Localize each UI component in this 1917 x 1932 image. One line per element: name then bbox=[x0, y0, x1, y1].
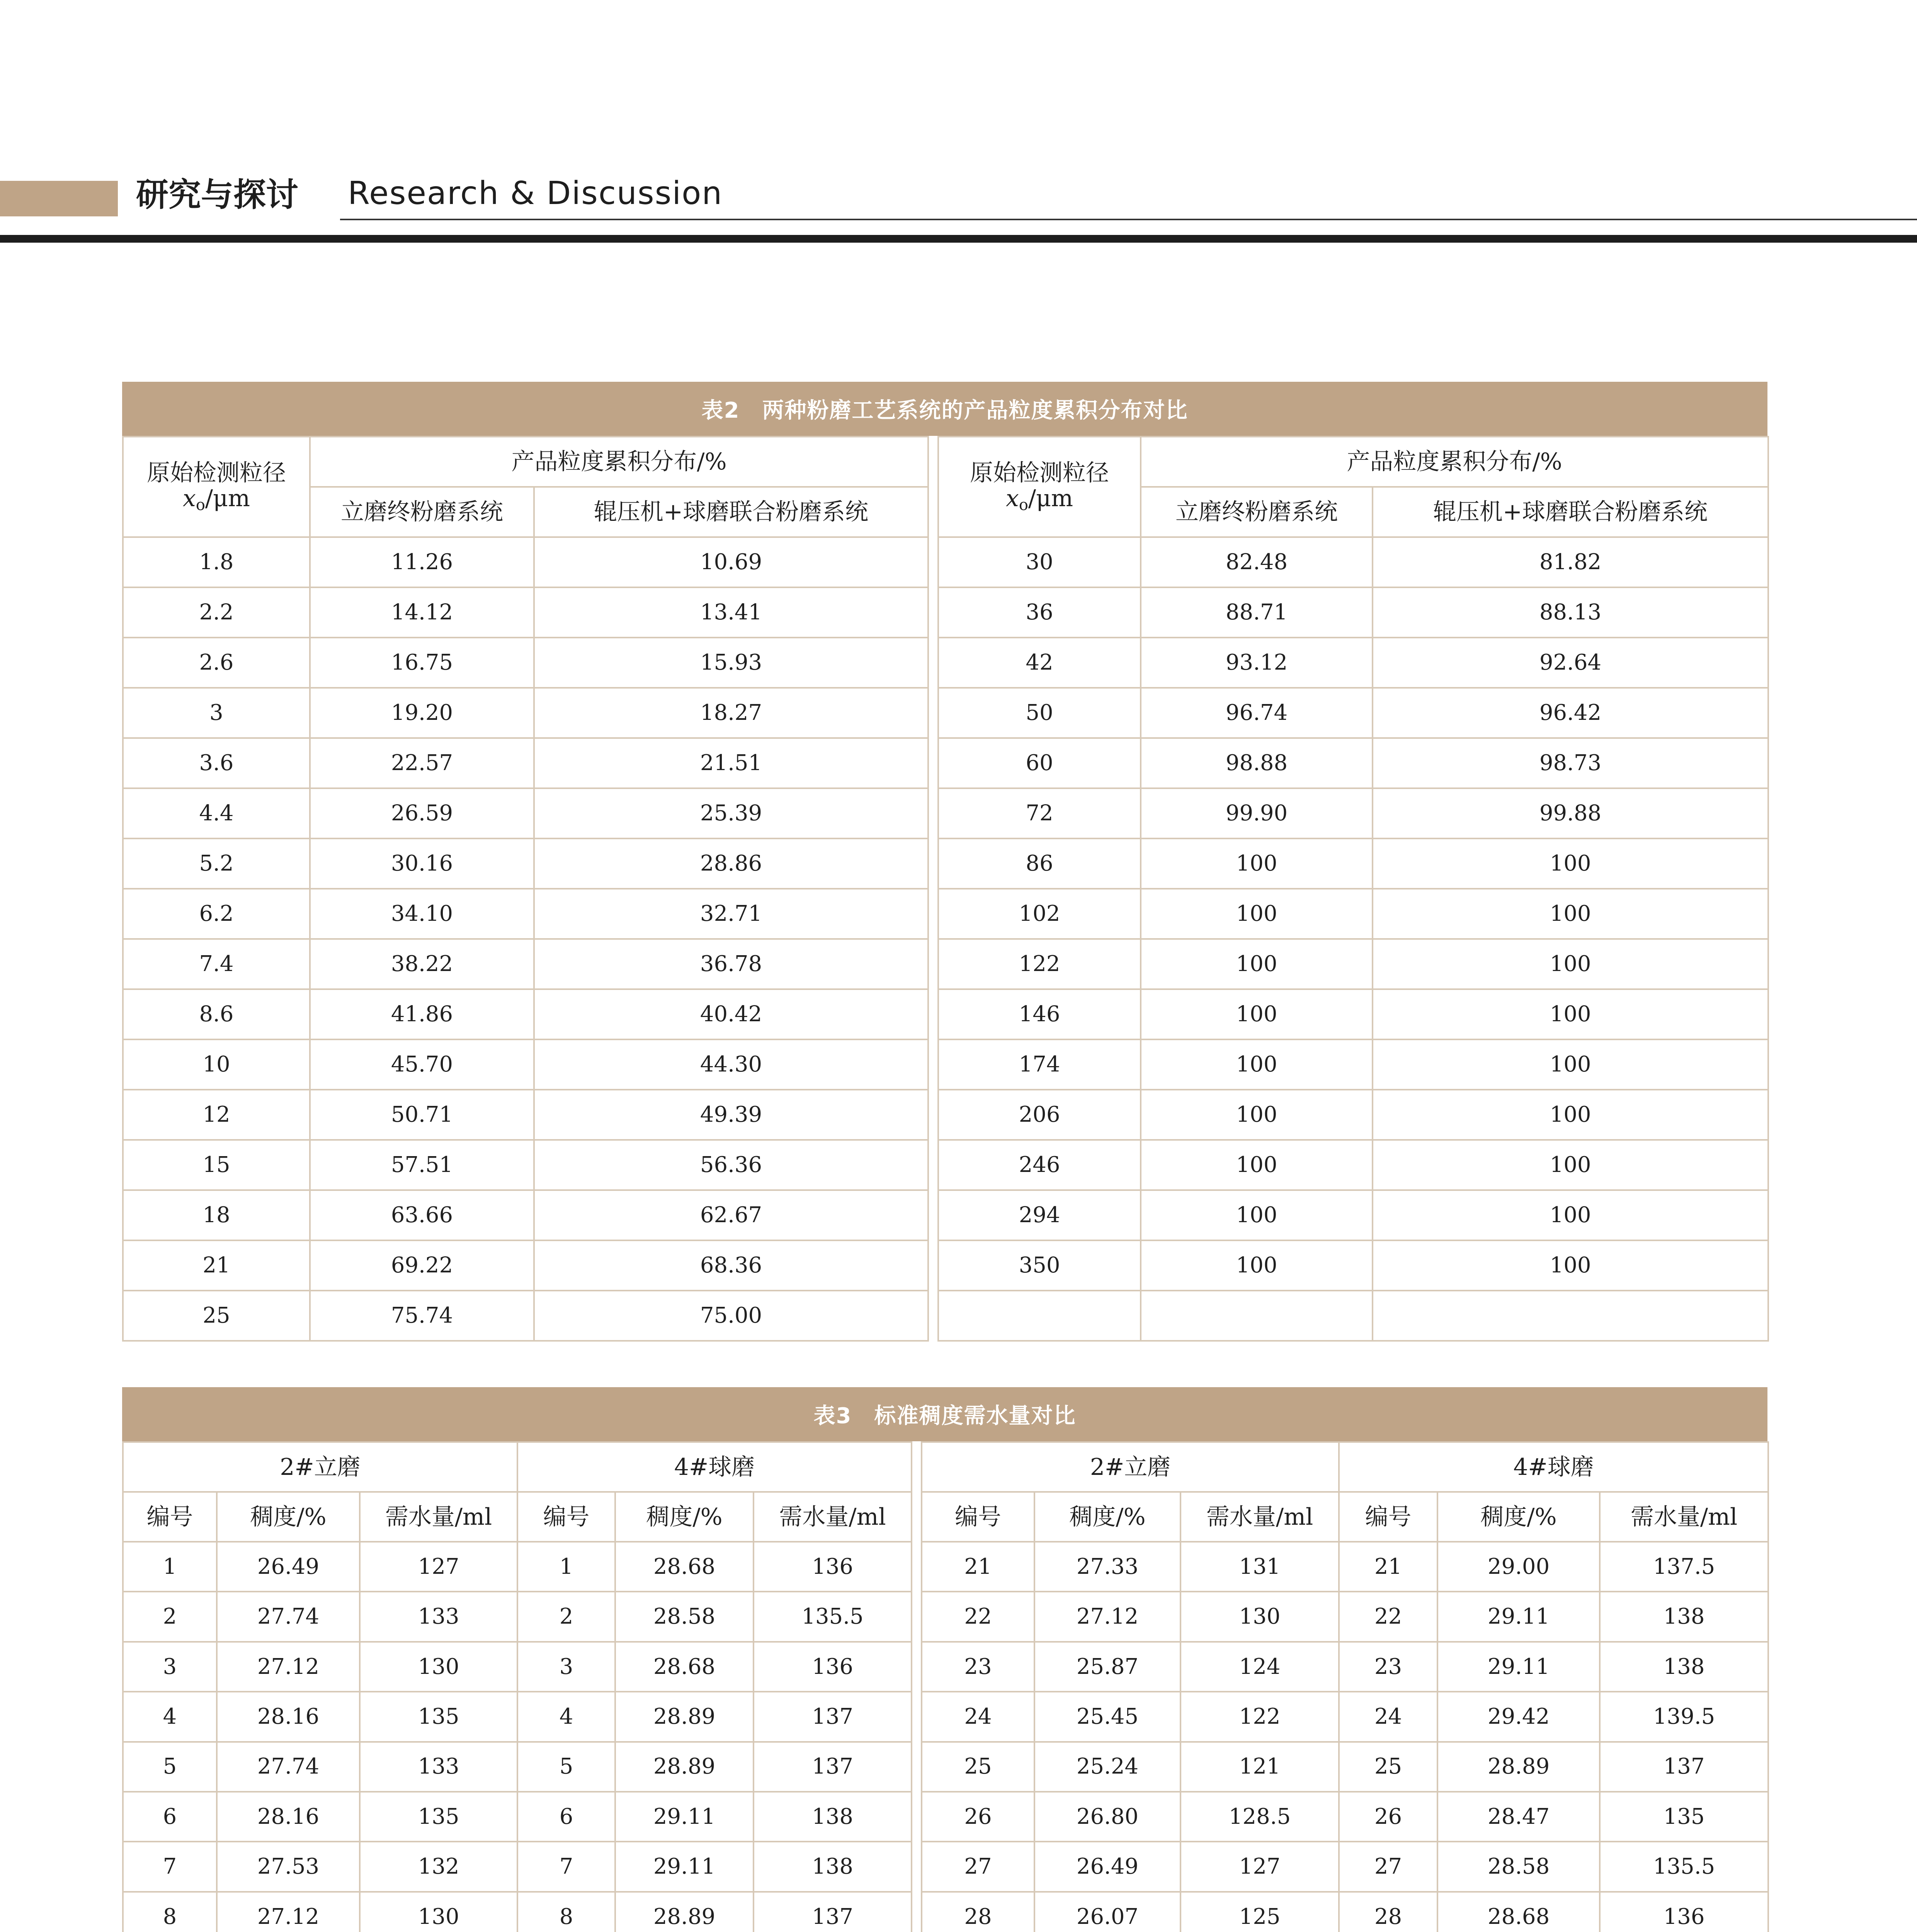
table-cell: 25.39 bbox=[534, 788, 928, 838]
table-cell: 11.26 bbox=[310, 537, 534, 587]
table-cell: 36.78 bbox=[534, 939, 928, 989]
section-title-en: Research & Discussion bbox=[348, 175, 723, 212]
table-cell: 29.42 bbox=[1437, 1692, 1600, 1742]
table3-group-ball-left: 4#球磨 bbox=[517, 1442, 912, 1492]
table-cell: 100 bbox=[1373, 838, 1768, 889]
table-cell: 63.66 bbox=[310, 1190, 534, 1240]
table3-separator bbox=[912, 1692, 922, 1742]
table2-header-combo-right: 辊压机+球磨联合粉磨系统 bbox=[1373, 487, 1768, 537]
table-row bbox=[123, 1542, 1768, 1592]
table-cell: 18 bbox=[123, 1190, 310, 1240]
table3-group-ball-right: 4#球磨 bbox=[1339, 1442, 1768, 1492]
table-cell: 2.6 bbox=[123, 638, 310, 688]
table-cell: 92.64 bbox=[1373, 638, 1768, 688]
table-cell: 100 bbox=[1373, 1090, 1768, 1140]
table-cell: 26.59 bbox=[310, 788, 534, 838]
table-cell: 27.12 bbox=[1034, 1592, 1180, 1641]
table-cell: 25 bbox=[123, 1291, 310, 1341]
table-cell: 56.36 bbox=[534, 1140, 928, 1190]
table-cell: 99.90 bbox=[1141, 788, 1373, 838]
table-cell: 130 bbox=[1180, 1592, 1339, 1641]
table-cell: 81.82 bbox=[1373, 537, 1768, 587]
table-cell: 3 bbox=[517, 1642, 615, 1692]
table-cell: 2 bbox=[123, 1592, 217, 1641]
table-cell: 3 bbox=[123, 1642, 217, 1692]
table-cell: 29.11 bbox=[615, 1842, 754, 1891]
table-cell: 1.8 bbox=[123, 537, 310, 587]
table-cell: 30 bbox=[938, 537, 1141, 587]
table-cell: 27 bbox=[1339, 1842, 1437, 1891]
table-cell: 86 bbox=[938, 838, 1141, 889]
table-cell: 42 bbox=[938, 638, 1141, 688]
table-cell: 100 bbox=[1373, 1039, 1768, 1090]
table-row bbox=[123, 1642, 1768, 1692]
table-cell: 1 bbox=[517, 1542, 615, 1592]
table-cell: 5.2 bbox=[123, 838, 310, 889]
table-row bbox=[123, 1742, 1768, 1792]
table-cell: 137 bbox=[754, 1692, 912, 1742]
table-cell: 27.53 bbox=[217, 1842, 360, 1891]
table-cell: 100 bbox=[1373, 1140, 1768, 1190]
table-cell: 4 bbox=[123, 1692, 217, 1742]
table-cell: 7 bbox=[123, 1842, 217, 1891]
table-cell: 96.42 bbox=[1373, 688, 1768, 738]
table-cell: 22.57 bbox=[310, 738, 534, 788]
table-cell: 127 bbox=[1180, 1842, 1339, 1891]
table-cell: 125 bbox=[1180, 1892, 1339, 1932]
table2-separator bbox=[928, 788, 938, 838]
table-cell: 45.70 bbox=[310, 1039, 534, 1090]
table-cell: 139.5 bbox=[1600, 1692, 1768, 1742]
table2-header-vrm-right: 立磨终粉磨系统 bbox=[1141, 487, 1373, 537]
table3-separator bbox=[912, 1592, 922, 1641]
table-cell: 8 bbox=[517, 1892, 615, 1932]
table-cell: 21 bbox=[123, 1240, 310, 1291]
table-cell: 28.47 bbox=[1437, 1792, 1600, 1842]
table-cell: 72 bbox=[938, 788, 1141, 838]
table-cell: 100 bbox=[1141, 939, 1373, 989]
table-cell: 100 bbox=[1141, 1190, 1373, 1240]
table2-caption: 表2 两种粉磨工艺系统的产品粒度累积分布对比 bbox=[122, 382, 1767, 436]
table-cell: 28.68 bbox=[615, 1642, 754, 1692]
table-row bbox=[123, 688, 1768, 738]
table-cell: 138 bbox=[754, 1842, 912, 1891]
table-cell: 136 bbox=[754, 1642, 912, 1692]
table3-header-no: 编号 bbox=[123, 1492, 217, 1542]
table2-separator bbox=[928, 1090, 938, 1140]
table3 bbox=[122, 1387, 1767, 1932]
table-cell: 25 bbox=[1339, 1742, 1437, 1792]
table2-separator bbox=[928, 1291, 938, 1341]
table-row bbox=[123, 638, 1768, 688]
table3-header-consistency: 稠度/% bbox=[1437, 1492, 1600, 1542]
table3-header-consistency: 稠度/% bbox=[615, 1492, 754, 1542]
table-cell: 3.6 bbox=[123, 738, 310, 788]
table3-grid bbox=[122, 1441, 1769, 1932]
table2-separator bbox=[928, 1190, 938, 1240]
table3-separator bbox=[912, 1542, 922, 1592]
table-cell: 49.39 bbox=[534, 1090, 928, 1140]
table2-separator bbox=[928, 889, 938, 939]
table-cell: 137 bbox=[1600, 1742, 1768, 1792]
table2-separator bbox=[928, 838, 938, 889]
table-row bbox=[123, 1892, 1768, 1932]
table-row bbox=[123, 1291, 1768, 1341]
table-cell: 44.30 bbox=[534, 1039, 928, 1090]
table-cell: 350 bbox=[938, 1240, 1141, 1291]
table-cell: 100 bbox=[1141, 1039, 1373, 1090]
table-cell: 13.41 bbox=[534, 587, 928, 638]
table-cell: 8 bbox=[123, 1892, 217, 1932]
table2-separator bbox=[928, 537, 938, 587]
table-cell: 136 bbox=[754, 1542, 912, 1592]
table-cell: 34.10 bbox=[310, 889, 534, 939]
table-cell: 100 bbox=[1373, 1240, 1768, 1291]
table-row bbox=[123, 989, 1768, 1039]
table-cell: 6 bbox=[517, 1792, 615, 1842]
table-cell: 100 bbox=[1373, 889, 1768, 939]
table-row bbox=[123, 738, 1768, 788]
table-cell: 4.4 bbox=[123, 788, 310, 838]
table-cell: 12 bbox=[123, 1090, 310, 1140]
table-cell: 22 bbox=[922, 1592, 1034, 1641]
table-cell: 88.13 bbox=[1373, 587, 1768, 638]
table-cell: 21 bbox=[1339, 1542, 1437, 1592]
table-cell: 128.5 bbox=[1180, 1792, 1339, 1842]
table2 bbox=[122, 382, 1767, 1342]
table-cell: 62.67 bbox=[534, 1190, 928, 1240]
table-cell: 138 bbox=[1600, 1592, 1768, 1641]
table-cell: 174 bbox=[938, 1039, 1141, 1090]
table-cell: 32.71 bbox=[534, 889, 928, 939]
table-cell: 206 bbox=[938, 1090, 1141, 1140]
table3-header-water: 需水量/ml bbox=[1600, 1492, 1768, 1542]
table3-header-consistency: 稠度/% bbox=[1034, 1492, 1180, 1542]
table3-caption: 表3 标准稠度需水量对比 bbox=[122, 1387, 1767, 1441]
table-cell: 75.74 bbox=[310, 1291, 534, 1341]
table-cell: 100 bbox=[1141, 1140, 1373, 1190]
table3-separator bbox=[912, 1892, 922, 1932]
table-cell: 68.36 bbox=[534, 1240, 928, 1291]
table-row bbox=[123, 1240, 1768, 1291]
table-cell: 131 bbox=[1180, 1542, 1339, 1592]
table-cell: 137.5 bbox=[1600, 1542, 1768, 1592]
table-row bbox=[123, 537, 1768, 587]
table-cell: 88.71 bbox=[1141, 587, 1373, 638]
table-cell: 137 bbox=[754, 1892, 912, 1932]
table-cell: 4 bbox=[517, 1692, 615, 1742]
table3-header-water: 需水量/ml bbox=[1180, 1492, 1339, 1542]
table-row bbox=[123, 788, 1768, 838]
table-cell: 28.89 bbox=[1437, 1742, 1600, 1792]
table-cell: 29.11 bbox=[615, 1792, 754, 1842]
table-cell: 130 bbox=[360, 1892, 517, 1932]
table-cell: 93.12 bbox=[1141, 638, 1373, 688]
table-cell: 26.80 bbox=[1034, 1792, 1180, 1842]
table2-separator bbox=[928, 587, 938, 638]
table-cell: 100 bbox=[1141, 838, 1373, 889]
table3-group-vrm-left: 2#立磨 bbox=[123, 1442, 517, 1492]
table-cell: 23 bbox=[1339, 1642, 1437, 1692]
section-title-cn: 研究与探讨 bbox=[136, 176, 299, 214]
table-cell: 26.49 bbox=[217, 1542, 360, 1592]
table-row bbox=[123, 1039, 1768, 1090]
table3-header-consistency: 稠度/% bbox=[217, 1492, 360, 1542]
table2-separator bbox=[928, 688, 938, 738]
table3-separator bbox=[912, 1642, 922, 1692]
table2-separator bbox=[928, 1240, 938, 1291]
table-cell: 41.86 bbox=[310, 989, 534, 1039]
table-cell: 137 bbox=[754, 1742, 912, 1792]
table-row bbox=[123, 1190, 1768, 1240]
table-cell: 28.58 bbox=[1437, 1842, 1600, 1891]
header-color-block bbox=[0, 181, 118, 216]
table-row bbox=[123, 587, 1768, 638]
table-cell: 25.24 bbox=[1034, 1742, 1180, 1792]
table-cell: 15 bbox=[123, 1140, 310, 1190]
table-cell: 5 bbox=[517, 1742, 615, 1792]
table-cell: 132 bbox=[360, 1842, 517, 1891]
table-cell: 136 bbox=[1600, 1892, 1768, 1932]
table-cell: 50.71 bbox=[310, 1090, 534, 1140]
table-cell: 40.42 bbox=[534, 989, 928, 1039]
table-cell: 96.74 bbox=[1141, 688, 1373, 738]
table-cell: 127 bbox=[360, 1542, 517, 1592]
table3-separator bbox=[912, 1792, 922, 1842]
table3-separator bbox=[912, 1742, 922, 1792]
table3-group-vrm-right: 2#立磨 bbox=[922, 1442, 1339, 1492]
table2-separator bbox=[928, 1140, 938, 1190]
table-cell: 100 bbox=[1141, 1090, 1373, 1140]
table-cell: 15.93 bbox=[534, 638, 928, 688]
table-cell: 29.11 bbox=[1437, 1642, 1600, 1692]
table-cell: 28.89 bbox=[615, 1692, 754, 1742]
table-cell: 102 bbox=[938, 889, 1141, 939]
table-cell: 5 bbox=[123, 1742, 217, 1792]
table-cell: 2 bbox=[517, 1592, 615, 1641]
table-cell: 138 bbox=[754, 1792, 912, 1842]
table-row bbox=[123, 1090, 1768, 1140]
table-cell: 75.00 bbox=[534, 1291, 928, 1341]
table-cell: 138 bbox=[1600, 1642, 1768, 1692]
table-cell: 135 bbox=[1600, 1792, 1768, 1842]
table-cell: 135 bbox=[360, 1692, 517, 1742]
table-cell: 7 bbox=[517, 1842, 615, 1891]
table-cell: 25.87 bbox=[1034, 1642, 1180, 1692]
table-cell: 57.51 bbox=[310, 1140, 534, 1190]
table-cell: 6.2 bbox=[123, 889, 310, 939]
table-cell: 19.20 bbox=[310, 688, 534, 738]
table2-separator bbox=[928, 939, 938, 989]
table-row bbox=[123, 939, 1768, 989]
table-cell: 100 bbox=[1373, 939, 1768, 989]
table-cell: 27.12 bbox=[217, 1892, 360, 1932]
table-cell: 133 bbox=[360, 1742, 517, 1792]
table-cell: 294 bbox=[938, 1190, 1141, 1240]
table-cell: 25 bbox=[922, 1742, 1034, 1792]
table3-header-water: 需水量/ml bbox=[360, 1492, 517, 1542]
table-cell: 27.33 bbox=[1034, 1542, 1180, 1592]
table-cell: 28 bbox=[1339, 1892, 1437, 1932]
table-row bbox=[123, 1692, 1768, 1742]
table-cell: 36 bbox=[938, 587, 1141, 638]
table-row bbox=[123, 889, 1768, 939]
table-cell: 10.69 bbox=[534, 537, 928, 587]
table-cell: 26.07 bbox=[1034, 1892, 1180, 1932]
table-cell: 130 bbox=[360, 1642, 517, 1692]
table-cell: 22 bbox=[1339, 1592, 1437, 1641]
table3-header-no: 编号 bbox=[922, 1492, 1034, 1542]
table3-header-no: 编号 bbox=[517, 1492, 615, 1542]
table-cell: 30.16 bbox=[310, 838, 534, 889]
table3-separator bbox=[912, 1442, 922, 1542]
header-rule-thin bbox=[340, 219, 1917, 220]
table2-header-size-right: 原始检测粒径 $x_o/\mu m$ bbox=[938, 437, 1141, 537]
table-cell: 24 bbox=[1339, 1692, 1437, 1742]
table2-separator bbox=[928, 1039, 938, 1090]
table2-header-vrm-left: 立磨终粉磨系统 bbox=[310, 487, 534, 537]
table-cell: 29.11 bbox=[1437, 1592, 1600, 1641]
table-row bbox=[123, 838, 1768, 889]
table-cell: 122 bbox=[938, 939, 1141, 989]
table-cell: 2.2 bbox=[123, 587, 310, 638]
table2-separator bbox=[928, 437, 938, 537]
table-cell: 60 bbox=[938, 738, 1141, 788]
table-cell: 6 bbox=[123, 1792, 217, 1842]
table-cell: 21 bbox=[922, 1542, 1034, 1592]
table-cell: 21.51 bbox=[534, 738, 928, 788]
table2-header-size-left: 原始检测粒径 $x_o/\mu m$ bbox=[123, 437, 310, 537]
table-cell: 24 bbox=[922, 1692, 1034, 1742]
table-cell: 100 bbox=[1141, 889, 1373, 939]
table-cell: 28 bbox=[922, 1892, 1034, 1932]
table-cell: 8.6 bbox=[123, 989, 310, 1039]
table-row bbox=[123, 1792, 1768, 1842]
table-cell: 100 bbox=[1141, 989, 1373, 1039]
table-cell: 146 bbox=[938, 989, 1141, 1039]
table-cell: 27 bbox=[922, 1842, 1034, 1891]
table2-separator bbox=[928, 989, 938, 1039]
table-cell: 26 bbox=[922, 1792, 1034, 1842]
table-cell: 26 bbox=[1339, 1792, 1437, 1842]
table-cell: 121 bbox=[1180, 1742, 1339, 1792]
table-cell: 100 bbox=[1373, 1190, 1768, 1240]
table-cell: 14.12 bbox=[310, 587, 534, 638]
table3-header-water: 需水量/ml bbox=[754, 1492, 912, 1542]
table-cell: 28.68 bbox=[615, 1542, 754, 1592]
table-cell: 124 bbox=[1180, 1642, 1339, 1692]
table-cell: 7.4 bbox=[123, 939, 310, 989]
table-cell: 28.16 bbox=[217, 1692, 360, 1742]
table-cell: 18.27 bbox=[534, 688, 928, 738]
table-cell: 1 bbox=[123, 1542, 217, 1592]
table3-separator bbox=[912, 1842, 922, 1891]
table-cell: 133 bbox=[360, 1592, 517, 1641]
table-cell: 50 bbox=[938, 688, 1141, 738]
table-cell: 69.22 bbox=[310, 1240, 534, 1291]
table-cell: 100 bbox=[1373, 989, 1768, 1039]
table-cell: 27.74 bbox=[217, 1742, 360, 1792]
table-cell: 28.58 bbox=[615, 1592, 754, 1641]
table-cell: 82.48 bbox=[1141, 537, 1373, 587]
table-cell: 99.88 bbox=[1373, 788, 1768, 838]
table-cell: 98.88 bbox=[1141, 738, 1373, 788]
table-cell: 27.74 bbox=[217, 1592, 360, 1641]
table-cell: 98.73 bbox=[1373, 738, 1768, 788]
table-cell: 28.89 bbox=[615, 1892, 754, 1932]
table-cell: 27.12 bbox=[217, 1642, 360, 1692]
table-row bbox=[123, 1842, 1768, 1891]
table-cell: 10 bbox=[123, 1039, 310, 1090]
header-rule-thick bbox=[0, 235, 1917, 243]
table2-grid bbox=[122, 436, 1769, 1342]
table2-header-combo-left: 辊压机+球磨联合粉磨系统 bbox=[534, 487, 928, 537]
table-cell: 135.5 bbox=[1600, 1842, 1768, 1891]
table-cell: 25.45 bbox=[1034, 1692, 1180, 1742]
table-cell: 100 bbox=[1141, 1240, 1373, 1291]
table2-header-dist-right: 产品粒度累积分布/% bbox=[1141, 437, 1768, 487]
table-cell: 135 bbox=[360, 1792, 517, 1842]
table-cell: 16.75 bbox=[310, 638, 534, 688]
table2-header-dist-left: 产品粒度累积分布/% bbox=[310, 437, 928, 487]
table-cell: 29.00 bbox=[1437, 1542, 1600, 1592]
table-cell: 23 bbox=[922, 1642, 1034, 1692]
table-cell bbox=[938, 1291, 1141, 1341]
table-cell: 28.16 bbox=[217, 1792, 360, 1842]
table-cell: 28.89 bbox=[615, 1742, 754, 1792]
table-row bbox=[123, 1592, 1768, 1641]
table-cell: 122 bbox=[1180, 1692, 1339, 1742]
table-cell: 3 bbox=[123, 688, 310, 738]
table-cell bbox=[1373, 1291, 1768, 1341]
table2-separator bbox=[928, 638, 938, 688]
table-cell: 28.86 bbox=[534, 838, 928, 889]
table-cell: 26.49 bbox=[1034, 1842, 1180, 1891]
table2-separator bbox=[928, 738, 938, 788]
table-cell: 135.5 bbox=[754, 1592, 912, 1641]
table-cell: 246 bbox=[938, 1140, 1141, 1190]
table-cell: 28.68 bbox=[1437, 1892, 1600, 1932]
table3-header-no: 编号 bbox=[1339, 1492, 1437, 1542]
table-cell: 38.22 bbox=[310, 939, 534, 989]
table-row bbox=[123, 1140, 1768, 1190]
table-cell bbox=[1141, 1291, 1373, 1341]
